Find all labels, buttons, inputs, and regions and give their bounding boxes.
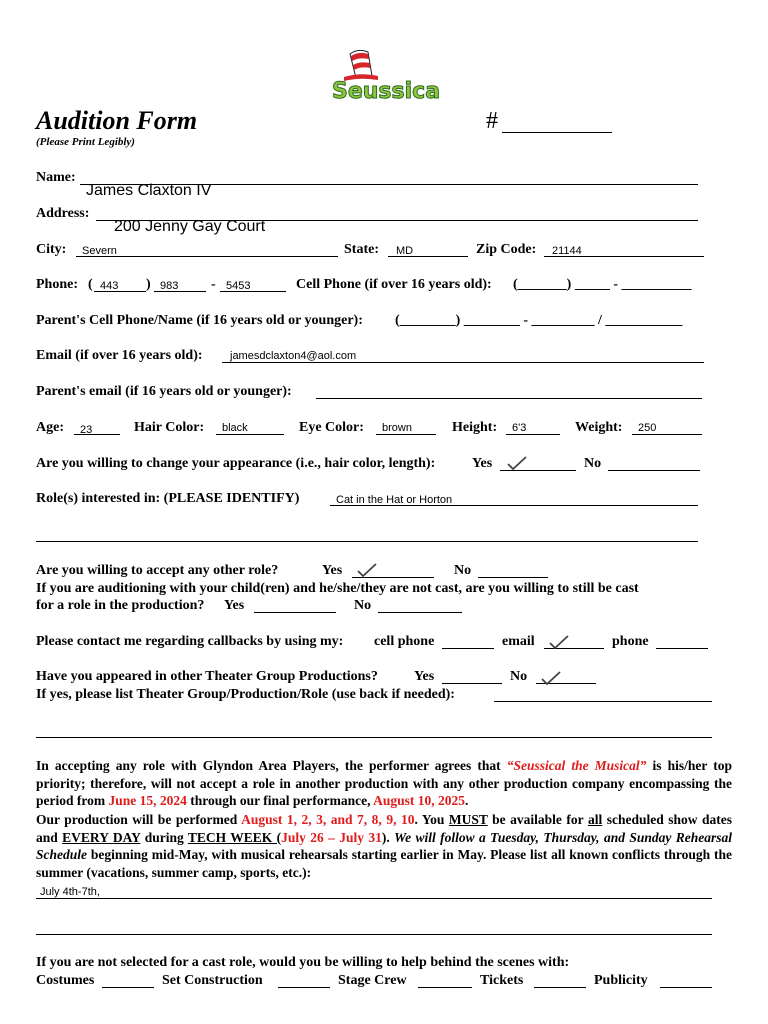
rehearsal-schedule: We will follow a Tuesday, Thursday, and Sunday Rehearsal Schedule bbox=[36, 829, 732, 862]
checkmark-icon bbox=[548, 634, 570, 650]
city-value: Severn bbox=[82, 245, 117, 257]
email-label: Email (if over 16 years old): bbox=[36, 348, 203, 363]
roles-label: Role(s) interested in: (PLEASE IDENTIFY) bbox=[36, 491, 300, 506]
help-set-label: Set Construction bbox=[162, 973, 263, 988]
help-tickets-field[interactable] bbox=[534, 987, 586, 988]
help-stage-field[interactable] bbox=[418, 987, 472, 988]
age-label: Age: bbox=[36, 420, 64, 435]
help-stage-label: Stage Crew bbox=[338, 973, 407, 988]
contact-email-label: email bbox=[502, 634, 535, 649]
agreement-text: scheduled show dates and bbox=[36, 812, 733, 845]
help-costumes-field[interactable] bbox=[102, 987, 154, 988]
svg-text:Seussical: Seussical bbox=[332, 79, 440, 104]
phone-line-value: 5453 bbox=[226, 280, 251, 292]
eye-color-value: brown bbox=[382, 422, 412, 434]
form-subtitle: (Please Print Legibly) bbox=[36, 136, 135, 148]
weight-value: 250 bbox=[638, 422, 657, 434]
height-field[interactable] bbox=[506, 434, 560, 435]
help-tickets-label: Tickets bbox=[480, 973, 524, 988]
performance-dates: August 1, 2, 3, and 7, 8, 9, 10 bbox=[241, 812, 415, 827]
conflicts-extra-line[interactable] bbox=[36, 934, 712, 935]
form-number-label: # bbox=[486, 108, 498, 134]
child-yes-label: Yes bbox=[224, 598, 245, 613]
tech-week-dates: July 26 – July 31 bbox=[281, 829, 382, 845]
phone-label: Phone: bbox=[36, 277, 78, 292]
state-value: MD bbox=[396, 245, 414, 257]
appeared-yes-label: Yes bbox=[414, 669, 435, 684]
parent-cell-field[interactable]: (________) ________ - _________ / ___________ bbox=[395, 313, 683, 328]
name-label: Name: bbox=[36, 170, 76, 185]
contact-cell-label: cell phone bbox=[374, 634, 435, 649]
agreement-text: through our final performance, bbox=[186, 793, 374, 808]
weight-label: Weight: bbox=[575, 420, 623, 435]
state-label: State: bbox=[344, 242, 379, 257]
child-question-line2: for a role in the production? bbox=[36, 598, 205, 613]
parent-email-field[interactable] bbox=[316, 398, 702, 399]
appearance-question: Are you willing to change your appearance (i.e., hair color, length): bbox=[36, 456, 436, 471]
agreement-text: during bbox=[140, 829, 188, 845]
agreement-text: In accepting any role with Glyndon Area Players, the performer agrees that bbox=[36, 758, 507, 773]
phone-area-value: 443 bbox=[100, 280, 119, 292]
hair-color-value: black bbox=[222, 422, 248, 434]
checkmark-icon bbox=[540, 670, 562, 686]
email-field[interactable] bbox=[222, 362, 704, 363]
help-publicity-field[interactable] bbox=[660, 987, 712, 988]
other-role-no-label: No bbox=[454, 563, 472, 578]
help-question: If you are not selected for a cast role, would you be willing to help behind the scenes with: bbox=[36, 955, 570, 970]
agreement-text: . bbox=[465, 793, 469, 808]
parent-email-label: Parent's email (if 16 years old or younger): bbox=[36, 384, 292, 399]
conflicts-field[interactable] bbox=[36, 898, 712, 899]
cat-hat-icon bbox=[344, 50, 378, 81]
zip-value: 21144 bbox=[552, 245, 582, 257]
all-text: all bbox=[587, 812, 603, 827]
name-value: James Claxton IV bbox=[86, 182, 212, 199]
final-date: August 10, 2025 bbox=[373, 793, 466, 808]
weight-field[interactable] bbox=[632, 434, 702, 435]
parent-cell-label: Parent's Cell Phone/Name (if 16 years old or younger): bbox=[36, 313, 363, 328]
cell-phone-field[interactable]: (_______) _____ - __________ bbox=[513, 277, 692, 292]
help-publicity-label: Publicity bbox=[594, 973, 648, 988]
help-set-field[interactable] bbox=[278, 987, 330, 988]
form-number-field[interactable] bbox=[502, 132, 612, 133]
agreement-text: beginning mid-May, with musical rehearsals starting earlier in May. Please list all known conflicts through the summer (vacations, summer camp, sports, etc.): bbox=[36, 847, 732, 880]
roles-extra-line[interactable] bbox=[36, 541, 698, 542]
agreement-text: is his/her top priority; therefore, will not accept a role in another production with any other production company encompassing the period from bbox=[36, 758, 732, 808]
roles-value: Cat in the Hat or Horton bbox=[336, 494, 453, 506]
hair-color-label: Hair Color: bbox=[134, 420, 205, 435]
height-label: Height: bbox=[452, 420, 498, 435]
child-question-line1: If you are auditioning with your child(ren) and he/she/they are not cast, are you willing to still be cast bbox=[36, 581, 639, 596]
appeared-question: Have you appeared in other Theater Group Productions? bbox=[36, 669, 378, 684]
start-date: June 15, 2024 bbox=[108, 793, 187, 808]
phone-close-paren: ) bbox=[146, 277, 151, 292]
appeared-yes-field[interactable] bbox=[442, 683, 502, 684]
agreement-text: be available for bbox=[487, 812, 588, 827]
other-role-question: Are you willing to accept any other role? bbox=[36, 563, 279, 578]
phone-dash: - bbox=[211, 277, 216, 292]
agreement-paragraph-1 bbox=[36, 757, 732, 810]
appearance-yes-label: Yes bbox=[472, 456, 493, 471]
agreement-text: . You bbox=[414, 812, 449, 827]
zip-label: Zip Code: bbox=[476, 242, 537, 257]
conflicts-value: July 4th-7th, bbox=[40, 886, 100, 898]
show-title: “Seussical the Musical” bbox=[506, 758, 647, 773]
eye-color-field[interactable] bbox=[376, 434, 436, 435]
contact-phone-field[interactable] bbox=[656, 648, 708, 649]
email-value: jamesdclaxton4@aol.com bbox=[230, 350, 357, 362]
seussical-logo bbox=[328, 46, 440, 108]
list-groups-extra-line[interactable] bbox=[36, 737, 712, 738]
eye-color-label: Eye Color: bbox=[299, 420, 364, 435]
city-label: City: bbox=[36, 242, 67, 257]
other-role-yes-label: Yes bbox=[322, 563, 343, 578]
height-value: 6'3 bbox=[512, 422, 527, 434]
must-text: MUST bbox=[448, 812, 488, 827]
checkmark-icon bbox=[506, 455, 528, 471]
checkmark-icon bbox=[356, 562, 378, 578]
address-label: Address: bbox=[36, 206, 90, 221]
age-value: 23 bbox=[80, 424, 93, 436]
tech-week-text: TECH WEEK ( bbox=[187, 829, 282, 845]
appearance-no-label: No bbox=[584, 456, 602, 471]
every-day-text: EVERY DAY bbox=[62, 829, 141, 845]
agreement-text: ). bbox=[381, 829, 395, 845]
child-no-field[interactable] bbox=[378, 612, 462, 613]
appearance-no-field[interactable] bbox=[608, 470, 700, 471]
list-groups-label: If yes, please list Theater Group/Production/Role (use back if needed): bbox=[36, 687, 455, 702]
child-yes-field[interactable] bbox=[254, 612, 336, 613]
appeared-no-label: No bbox=[510, 669, 528, 684]
cell-phone-label: Cell Phone (if over 16 years old): bbox=[296, 277, 492, 292]
contact-cell-field[interactable] bbox=[442, 648, 494, 649]
agreement-text: Our production will be performed bbox=[36, 812, 242, 827]
help-costumes-label: Costumes bbox=[36, 973, 95, 988]
address-value: 200 Jenny Gay Court bbox=[114, 218, 266, 235]
form-title: Audition Form bbox=[36, 106, 198, 135]
phone-prefix-value: 983 bbox=[160, 280, 179, 292]
hair-color-field[interactable] bbox=[216, 434, 284, 435]
contact-question: Please contact me regarding callbacks by using my: bbox=[36, 634, 344, 649]
phone-open-paren: ( bbox=[88, 277, 93, 292]
agreement-paragraph-2 bbox=[36, 811, 732, 881]
list-groups-field[interactable] bbox=[494, 701, 712, 702]
child-no-label: No bbox=[354, 598, 372, 613]
other-role-no-field[interactable] bbox=[478, 577, 548, 578]
contact-phone-label: phone bbox=[612, 634, 649, 649]
